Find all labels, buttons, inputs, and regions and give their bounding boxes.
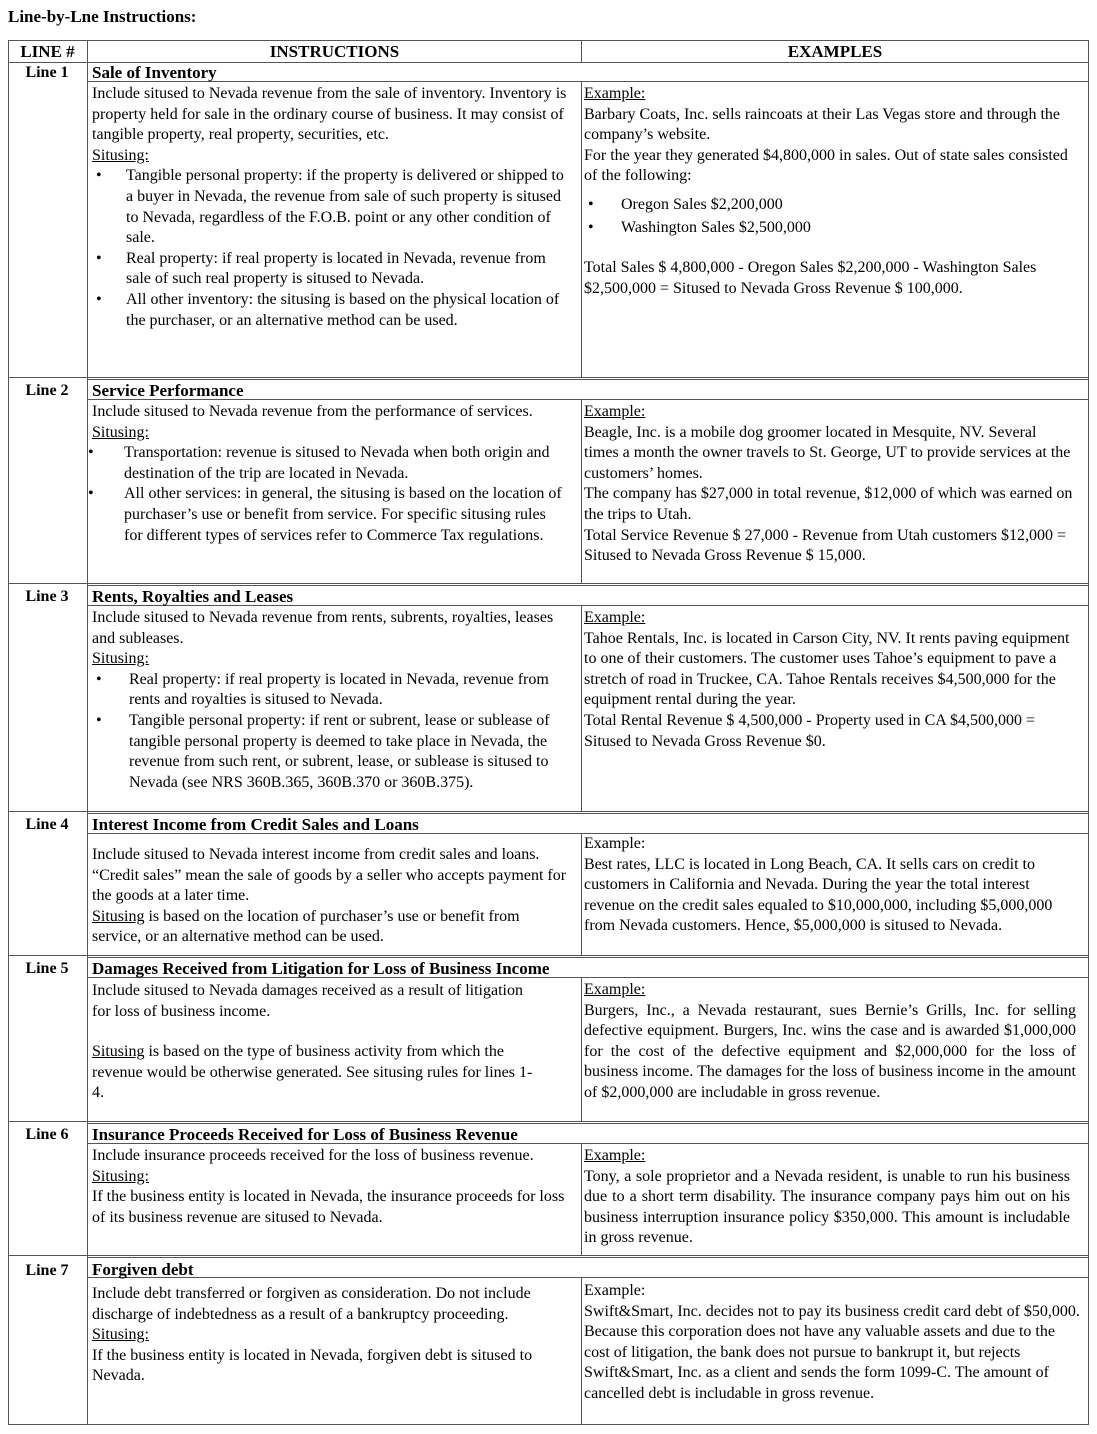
example-text: For the year they generated $4,800,000 in sales. Out of state sales consisted of the following: bbox=[584, 146, 1068, 185]
examples-cell bbox=[584, 402, 1074, 567]
example-text: Total Service Revenue $ 27,000 - Revenue from Utah customers $12,000 = Sitused to Nevada Gross Revenue $ 15,000. bbox=[584, 526, 1067, 565]
examples-cell bbox=[584, 84, 1074, 299]
situsing-word: Situsing bbox=[92, 1043, 145, 1061]
instructions-cell bbox=[92, 1146, 570, 1228]
examples-cell bbox=[584, 1146, 1070, 1249]
header-instructions: INSTRUCTIONS bbox=[269, 42, 400, 61]
intro-text: Include sitused to Nevada revenue from rents, subrents, royalties, leases and subleases. bbox=[92, 609, 554, 647]
examples-cell bbox=[584, 834, 1074, 937]
instructions-cell bbox=[92, 402, 570, 546]
situsing-list bbox=[84, 443, 564, 546]
situsing-rule-text: is based on the location of purchaser’s use or benefit from service, or an alternative method can be used. bbox=[92, 907, 520, 946]
intro-text: Include debt transferred or forgiven as consideration. Do not include discharge of indebtedness as a result of a bankruptcy proceeding. bbox=[92, 1285, 531, 1323]
title-divider bbox=[88, 1277, 1088, 1278]
column-divider bbox=[581, 1143, 582, 1255]
example-label: Example: bbox=[584, 609, 646, 626]
example-list bbox=[584, 195, 1074, 238]
situsing-label: Situsing: bbox=[92, 1167, 149, 1185]
situsing-label: Situsing: bbox=[92, 423, 149, 441]
example-text: Swift&Smart, Inc. decides not to pay its business credit card debt of $50,000. Because this corporation does not have any valuable assets and due to the cost of litigation, the bank does not pursue to bankrupt it, but rejects Swift&Smart, Inc. as a client and sends the form 1099-C. The amount of cancelled debt is includable in gross revenue. bbox=[584, 1302, 1080, 1402]
list-item: • Real property: if real property is located in Nevada, revenue from rents and royalties is sitused to Nevada. bbox=[92, 670, 570, 711]
intro-text: Include sitused to Nevada interest income from credit sales and loans. “Credit sales” mean the sale of goods by a seller who accepts payment for the goods at a later time. bbox=[92, 846, 567, 905]
section-title: Sale of Inventory bbox=[92, 63, 217, 82]
situsing-rule-text: is based on the type of business activity from which the revenue would be otherwise generated. See situsing rules for lines 1-4. bbox=[92, 1043, 533, 1102]
section-title: Service Performance bbox=[92, 381, 244, 400]
row-divider-double bbox=[88, 379, 1088, 380]
section-title: Damages Received from Litigation for Loss of Business Income bbox=[92, 959, 550, 978]
page-title: Line-by-Lne Instructions: bbox=[8, 7, 197, 26]
line-number: Line 3 bbox=[25, 588, 69, 605]
list-item: • Real property: if real property is located in Nevada, revenue from sale of such real property is sitused to Nevada. bbox=[92, 249, 570, 290]
list-item: • Oregon Sales $2,200,000 bbox=[584, 195, 1074, 216]
column-divider bbox=[581, 81, 582, 377]
examples-cell bbox=[584, 608, 1074, 752]
row-divider-double bbox=[88, 585, 1088, 586]
example-text: Total Sales $ 4,800,000 - Oregon Sales $2,200,000 - Washington Sales $2,500,000 = Sitused to Nevada Gross Revenue $ 100,000. bbox=[584, 259, 1037, 297]
row-divider bbox=[8, 811, 1089, 812]
situsing-rule-text: If the business entity is located in Nevada, the insurance proceeds for loss of its business revenue are sitused to Nevada. bbox=[92, 1188, 565, 1226]
column-divider bbox=[581, 605, 582, 811]
example-text: Total Rental Revenue $ 4,500,000 - Property used in CA $4,500,000 = Sitused to Nevada Gross Revenue $0. bbox=[584, 711, 1035, 750]
line-number: Line 5 bbox=[25, 960, 69, 977]
instructions-cell bbox=[92, 608, 570, 793]
examples-cell bbox=[584, 980, 1076, 1104]
instructions-cell bbox=[92, 981, 542, 1104]
situsing-label: Situsing: bbox=[92, 146, 149, 164]
intro-text: Include sitused to Nevada damages received as a result of litigation for loss of business income. bbox=[92, 982, 523, 1020]
list-item: • Washington Sales $2,500,000 bbox=[584, 218, 1074, 239]
example-label: Example: bbox=[584, 1282, 646, 1299]
section-title: Insurance Proceeds Received for Loss of Business Revenue bbox=[92, 1125, 518, 1144]
example-text: Tony, a sole proprietor and a Nevada resident, is unable to run his business due to a short term disability. The insurance company pays him out on his business interruption insurance policy $350,000. This amount is includable in gross revenue. bbox=[584, 1167, 1070, 1247]
row-divider-double bbox=[88, 1257, 1088, 1258]
row-divider-double bbox=[88, 957, 1088, 958]
situsing-list bbox=[92, 670, 570, 794]
row-divider bbox=[8, 1121, 1089, 1122]
situsing-rule bbox=[92, 1042, 542, 1104]
example-text: Tahoe Rentals, Inc. is located in Carson City, NV. It rents paving equipment to one of their customers. The customer uses Tahoe’s equipment to pave a stretch of road in Truckee, CA. Tahoe Rentals receives $4,500,000 for the equipment rental during the year. bbox=[584, 629, 1070, 709]
title-divider bbox=[88, 81, 1088, 82]
table-border-top bbox=[8, 40, 1089, 41]
table-border-bottom bbox=[8, 1424, 1089, 1425]
example-text: Best rates, LLC is located in Long Beach, CA. It sells cars on credit to customers in California and Nevada. During the year the total interest revenue on the credit sales equaled to $10,000,000, including $5,000,000 from Nevada customers. Hence, $5,000,000 is sitused to Nevada. bbox=[584, 855, 1053, 935]
example-text: Burgers, Inc., a Nevada restaurant, sues Bernie’s Grills, Inc. for selling defective equipment. Burgers, Inc. wins the case and is awarded $1,000,000 for the cost of the defective equipment and $2,000,000 for the loss of business income. The damages for the loss of business income in the amount of $2,000,000 are includable in gross revenue. bbox=[584, 1001, 1076, 1101]
table-border-right bbox=[1088, 40, 1089, 1425]
examples-cell bbox=[584, 1281, 1080, 1405]
section-title: Interest Income from Credit Sales and Loans bbox=[92, 815, 419, 834]
row-divider bbox=[8, 1255, 1089, 1256]
example-text: Barbary Coats, Inc. sells raincoats at their Las Vegas store and through the company’s website. bbox=[584, 105, 1061, 144]
example-text: The company has $27,000 in total revenue, $12,000 of which was earned on the trips to Utah. bbox=[584, 485, 1073, 523]
list-item: • All other inventory: the situsing is based on the physical location of the purchaser, or an alternative method can be used. bbox=[92, 290, 570, 331]
table-border-left bbox=[8, 40, 9, 1425]
situsing-list bbox=[92, 166, 570, 331]
instructions-cell bbox=[92, 845, 570, 948]
row-divider bbox=[8, 955, 1089, 956]
intro-text: Include sitused to Nevada revenue from the performance of services. bbox=[92, 403, 533, 420]
intro-text: Include sitused to Nevada revenue from the sale of inventory. Inventory is property held for sale in the ordinary course of business. It may consist of tangible property, real property, securities, etc. bbox=[92, 85, 567, 144]
column-divider bbox=[581, 399, 582, 583]
row-divider-double bbox=[88, 813, 1088, 814]
line-number: Line 4 bbox=[25, 816, 69, 833]
list-item: • Transportation: revenue is sitused to Nevada when both origin and destination of the trip are located in Nevada. bbox=[84, 443, 564, 484]
column-divider bbox=[581, 977, 582, 1121]
situsing-label: Situsing: bbox=[92, 650, 149, 668]
column-divider bbox=[581, 833, 582, 955]
header-examples: EXAMPLES bbox=[787, 42, 883, 61]
situsing-word: Situsing bbox=[92, 907, 145, 925]
intro-text: Include insurance proceeds received for the loss of business revenue. bbox=[92, 1147, 534, 1164]
line-number: Line 6 bbox=[25, 1126, 69, 1143]
row-divider-double bbox=[88, 1123, 1088, 1124]
situsing-rule bbox=[92, 907, 570, 948]
example-label: Example: bbox=[584, 403, 646, 420]
situsing-label: Situsing: bbox=[92, 1326, 149, 1344]
example-label: Example: bbox=[584, 981, 646, 998]
instructions-cell bbox=[92, 1284, 542, 1387]
section-title: Rents, Royalties and Leases bbox=[92, 587, 294, 606]
example-label: Example: bbox=[584, 1147, 646, 1164]
instructions-cell bbox=[92, 84, 570, 331]
header-line: LINE # bbox=[20, 42, 75, 61]
list-item: • All other services: in general, the situsing is based on the location of purchaser’s use or benefit from service. For specific situsing rules for different types of services refer to Commerce Tax regulations. bbox=[84, 484, 564, 546]
section-title: Forgiven debt bbox=[92, 1260, 194, 1279]
column-divider-line bbox=[87, 40, 88, 1425]
example-label: Example: bbox=[584, 85, 646, 102]
row-divider bbox=[8, 377, 1089, 378]
example-text: Beagle, Inc. is a mobile dog groomer located in Mesquite, NV. Several times a month the owner travels to St. George, UT to provide services at the customers’ homes. bbox=[584, 423, 1071, 482]
line-number: Line 1 bbox=[25, 64, 69, 81]
row-divider bbox=[8, 583, 1089, 584]
line-number: Line 7 bbox=[25, 1262, 69, 1279]
example-label: Example: bbox=[584, 835, 646, 852]
column-divider bbox=[581, 1277, 582, 1424]
list-item: • Tangible personal property: if rent or subrent, lease or sublease of tangible personal property is deemed to take place in Nevada, the revenue from such rent, or subrent, lease, or sublease is sitused to Nevada (see NRS 360B.365, 360B.370 or 360B.375). bbox=[92, 711, 570, 793]
list-item: • Tangible personal property: if the property is delivered or shipped to a buyer in Nevada, the revenue from sale of such property is sitused to Nevada, regardless of the F.O.B. point or any other condition of sale. bbox=[92, 166, 570, 248]
line-number: Line 2 bbox=[25, 382, 69, 399]
situsing-rule-text: If the business entity is located in Nevada, forgiven debt is sitused to Nevada. bbox=[92, 1346, 533, 1385]
